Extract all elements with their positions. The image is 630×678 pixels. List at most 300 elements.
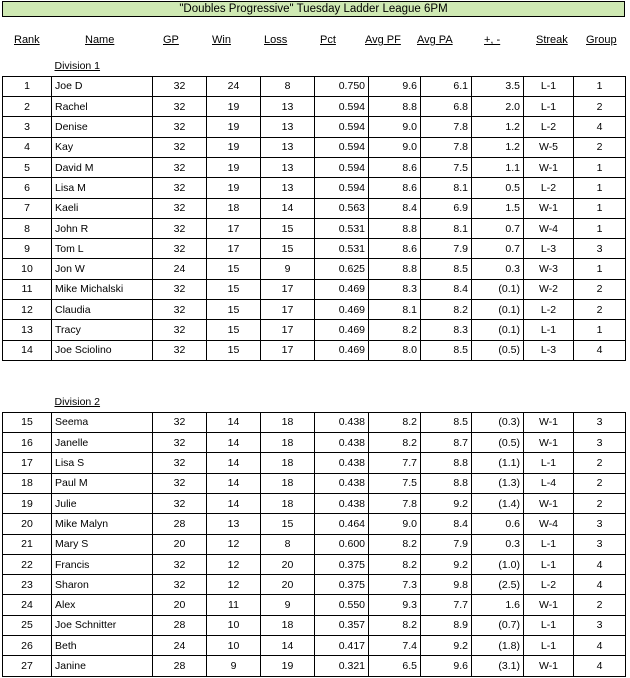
group-cell: 3 [574, 514, 626, 534]
rank-cell: 17 [3, 453, 52, 473]
win-cell: 12 [207, 575, 261, 595]
streak-cell: L-2 [524, 178, 574, 198]
avg-pa-cell: 7.9 [421, 534, 472, 554]
win-cell: 15 [207, 259, 261, 279]
avg-pf-cell: 6.5 [369, 656, 421, 676]
win-cell: 18 [207, 198, 261, 218]
table-row [3, 636, 626, 656]
table-row [3, 615, 626, 635]
avg-pa-cell: 8.5 [421, 340, 472, 360]
avg-pf-cell: 7.5 [369, 473, 421, 493]
win-cell: 24 [207, 76, 261, 96]
table-row [3, 320, 626, 340]
gp-cell: 28 [153, 656, 207, 676]
avg-pa-cell: 7.5 [421, 157, 472, 177]
pct-cell: 0.531 [315, 218, 369, 238]
name-cell: Denise [52, 117, 153, 137]
name-cell: Rachel [52, 97, 153, 117]
pct-cell: 0.550 [315, 595, 369, 615]
avg-pf-cell: 8.4 [369, 198, 421, 218]
rank-cell: 5 [3, 157, 52, 177]
loss-cell: 14 [261, 636, 315, 656]
avg-pf-cell: 8.8 [369, 259, 421, 279]
streak-cell: L-1 [524, 534, 574, 554]
avg-pa-cell: 8.5 [421, 412, 472, 432]
avg-pa-cell: 8.3 [421, 320, 472, 340]
streak-cell: W-1 [524, 493, 574, 513]
win-cell: 9 [207, 656, 261, 676]
plus-minus-cell: (1.3) [472, 473, 524, 493]
avg-pf-cell: 8.2 [369, 412, 421, 432]
avg-pa-cell: 6.1 [421, 76, 472, 96]
plus-minus-cell: 1.5 [472, 198, 524, 218]
win-cell: 14 [207, 473, 261, 493]
win-cell: 10 [207, 636, 261, 656]
name-cell: Joe Sciolino [52, 340, 153, 360]
group-cell: 2 [574, 300, 626, 320]
loss-cell: 19 [261, 656, 315, 676]
plus-minus-cell: (1.1) [472, 453, 524, 473]
rank-cell: 10 [3, 259, 52, 279]
avg-pf-cell: 8.2 [369, 534, 421, 554]
avg-pa-cell: 7.8 [421, 137, 472, 157]
avg-pa-cell: 8.4 [421, 514, 472, 534]
avg-pa-cell: 7.7 [421, 595, 472, 615]
table-row [3, 493, 626, 513]
avg-pf-cell: 8.6 [369, 178, 421, 198]
name-cell: Mike Michalski [52, 279, 153, 299]
win-cell: 19 [207, 178, 261, 198]
rank-cell: 12 [3, 300, 52, 320]
avg-pf-cell: 8.2 [369, 320, 421, 340]
name-cell: Janine [52, 656, 153, 676]
header-pct: Pct [320, 34, 336, 46]
streak-cell: W-1 [524, 412, 574, 432]
pct-cell: 0.438 [315, 473, 369, 493]
group-cell: 1 [574, 198, 626, 218]
name-cell: John R [52, 218, 153, 238]
header-rank: Rank [14, 34, 40, 46]
gp-cell: 32 [153, 97, 207, 117]
plus-minus-cell: 1.2 [472, 117, 524, 137]
gp-cell: 32 [153, 198, 207, 218]
group-cell: 1 [574, 157, 626, 177]
plus-minus-cell: 0.6 [472, 514, 524, 534]
group-cell: 2 [574, 137, 626, 157]
streak-cell: L-3 [524, 239, 574, 259]
name-cell: Joe D [52, 76, 153, 96]
loss-cell: 17 [261, 279, 315, 299]
streak-cell: W-1 [524, 595, 574, 615]
header-loss: Loss [264, 34, 288, 46]
group-cell: 4 [574, 340, 626, 360]
group-cell: 3 [574, 433, 626, 453]
pct-cell: 0.464 [315, 514, 369, 534]
loss-cell: 13 [261, 117, 315, 137]
streak-cell: W-4 [524, 514, 574, 534]
pct-cell: 0.438 [315, 453, 369, 473]
win-cell: 15 [207, 340, 261, 360]
table-row [3, 137, 626, 157]
name-cell: Beth [52, 636, 153, 656]
pct-cell: 0.438 [315, 412, 369, 432]
pct-cell: 0.375 [315, 575, 369, 595]
loss-cell: 17 [261, 300, 315, 320]
win-cell: 19 [207, 137, 261, 157]
name-cell: Alex [52, 595, 153, 615]
win-cell: 10 [207, 615, 261, 635]
pct-cell: 0.438 [315, 433, 369, 453]
division-label: Division 1 [3, 56, 626, 76]
avg-pf-cell: 9.3 [369, 595, 421, 615]
avg-pa-cell: 8.2 [421, 300, 472, 320]
pct-cell: 0.531 [315, 239, 369, 259]
avg-pf-cell: 8.8 [369, 97, 421, 117]
loss-cell: 13 [261, 137, 315, 157]
division-2-table [2, 392, 626, 677]
pct-cell: 0.594 [315, 117, 369, 137]
group-cell: 1 [574, 218, 626, 238]
name-cell: Lisa S [52, 453, 153, 473]
name-cell: Lisa M [52, 178, 153, 198]
table-row [3, 279, 626, 299]
plus-minus-cell: (0.1) [472, 279, 524, 299]
name-cell: Francis [52, 554, 153, 574]
streak-cell: W-5 [524, 137, 574, 157]
table-row [3, 473, 626, 493]
avg-pf-cell: 8.0 [369, 340, 421, 360]
streak-cell: L-1 [524, 97, 574, 117]
streak-cell: L-1 [524, 76, 574, 96]
plus-minus-cell: 1.6 [472, 595, 524, 615]
loss-cell: 8 [261, 534, 315, 554]
avg-pa-cell: 9.6 [421, 656, 472, 676]
table-row [3, 554, 626, 574]
table-row [3, 76, 626, 96]
table-row [3, 178, 626, 198]
division-heading-row [3, 56, 626, 76]
division-heading-row [3, 392, 626, 412]
table-row [3, 412, 626, 432]
pct-cell: 0.357 [315, 615, 369, 635]
avg-pa-cell: 8.8 [421, 473, 472, 493]
loss-cell: 15 [261, 239, 315, 259]
avg-pa-cell: 8.5 [421, 259, 472, 279]
gp-cell: 20 [153, 534, 207, 554]
avg-pa-cell: 8.9 [421, 615, 472, 635]
streak-cell: W-2 [524, 279, 574, 299]
rank-cell: 25 [3, 615, 52, 635]
pct-cell: 0.375 [315, 554, 369, 574]
plus-minus-cell: (1.8) [472, 636, 524, 656]
plus-minus-cell: 3.5 [472, 76, 524, 96]
avg-pf-cell: 8.3 [369, 279, 421, 299]
rank-cell: 20 [3, 514, 52, 534]
pct-cell: 0.438 [315, 493, 369, 513]
group-cell: 4 [574, 554, 626, 574]
streak-cell: L-1 [524, 636, 574, 656]
rank-cell: 1 [3, 76, 52, 96]
streak-cell: L-2 [524, 117, 574, 137]
loss-cell: 15 [261, 514, 315, 534]
gp-cell: 32 [153, 76, 207, 96]
group-cell: 4 [574, 636, 626, 656]
streak-cell: L-1 [524, 615, 574, 635]
avg-pa-cell: 6.8 [421, 97, 472, 117]
streak-cell: L-4 [524, 473, 574, 493]
table-row [3, 239, 626, 259]
rank-cell: 19 [3, 493, 52, 513]
pct-cell: 0.469 [315, 300, 369, 320]
streak-cell: L-3 [524, 340, 574, 360]
header-streak: Streak [536, 34, 568, 46]
table-row [3, 300, 626, 320]
avg-pf-cell: 8.1 [369, 300, 421, 320]
win-cell: 13 [207, 514, 261, 534]
win-cell: 17 [207, 218, 261, 238]
streak-cell: W-1 [524, 656, 574, 676]
plus-minus-cell: (1.0) [472, 554, 524, 574]
name-cell: Joe Schnitter [52, 615, 153, 635]
table-row [3, 198, 626, 218]
group-cell: 1 [574, 320, 626, 340]
win-cell: 19 [207, 157, 261, 177]
avg-pf-cell: 9.0 [369, 137, 421, 157]
avg-pa-cell: 7.9 [421, 239, 472, 259]
gp-cell: 32 [153, 575, 207, 595]
group-cell: 1 [574, 178, 626, 198]
avg-pf-cell: 7.7 [369, 453, 421, 473]
plus-minus-cell: 1.2 [472, 137, 524, 157]
rank-cell: 3 [3, 117, 52, 137]
column-headers [0, 34, 630, 50]
loss-cell: 18 [261, 473, 315, 493]
gp-cell: 32 [153, 453, 207, 473]
plus-minus-cell: 0.7 [472, 218, 524, 238]
group-cell: 2 [574, 493, 626, 513]
win-cell: 15 [207, 279, 261, 299]
avg-pa-cell: 9.8 [421, 575, 472, 595]
gp-cell: 20 [153, 595, 207, 615]
plus-minus-cell: (0.7) [472, 615, 524, 635]
table-row [3, 97, 626, 117]
rank-cell: 2 [3, 97, 52, 117]
plus-minus-cell: (3.1) [472, 656, 524, 676]
group-cell: 4 [574, 656, 626, 676]
pct-cell: 0.417 [315, 636, 369, 656]
rank-cell: 11 [3, 279, 52, 299]
group-cell: 1 [574, 259, 626, 279]
streak-cell: L-1 [524, 320, 574, 340]
rank-cell: 7 [3, 198, 52, 218]
rank-cell: 27 [3, 656, 52, 676]
plus-minus-cell: 1.1 [472, 157, 524, 177]
plus-minus-cell: 0.3 [472, 534, 524, 554]
group-cell: 4 [574, 117, 626, 137]
rank-cell: 9 [3, 239, 52, 259]
division-1-table [2, 56, 626, 361]
avg-pa-cell: 9.2 [421, 554, 472, 574]
loss-cell: 9 [261, 595, 315, 615]
win-cell: 14 [207, 433, 261, 453]
name-cell: Tom L [52, 239, 153, 259]
win-cell: 14 [207, 453, 261, 473]
name-cell: Mike Malyn [52, 514, 153, 534]
rank-cell: 8 [3, 218, 52, 238]
win-cell: 12 [207, 534, 261, 554]
loss-cell: 17 [261, 340, 315, 360]
header-plus-minus: +, - [484, 34, 501, 46]
group-cell: 2 [574, 595, 626, 615]
group-cell: 3 [574, 239, 626, 259]
gp-cell: 24 [153, 636, 207, 656]
table-row [3, 453, 626, 473]
loss-cell: 8 [261, 76, 315, 96]
avg-pa-cell: 8.7 [421, 433, 472, 453]
gp-cell: 32 [153, 218, 207, 238]
rank-cell: 15 [3, 412, 52, 432]
header-gp: GP [163, 34, 179, 46]
table-row [3, 575, 626, 595]
name-cell: Janelle [52, 433, 153, 453]
gp-cell: 32 [153, 137, 207, 157]
avg-pf-cell: 9.0 [369, 117, 421, 137]
avg-pf-cell: 8.2 [369, 615, 421, 635]
win-cell: 12 [207, 554, 261, 574]
win-cell: 14 [207, 412, 261, 432]
rank-cell: 6 [3, 178, 52, 198]
loss-cell: 18 [261, 615, 315, 635]
streak-cell: W-4 [524, 218, 574, 238]
table-row [3, 656, 626, 676]
avg-pf-cell: 7.4 [369, 636, 421, 656]
plus-minus-cell: (0.3) [472, 412, 524, 432]
avg-pa-cell: 8.4 [421, 279, 472, 299]
streak-cell: L-1 [524, 554, 574, 574]
pct-cell: 0.469 [315, 320, 369, 340]
win-cell: 11 [207, 595, 261, 615]
avg-pf-cell: 7.3 [369, 575, 421, 595]
loss-cell: 13 [261, 157, 315, 177]
loss-cell: 13 [261, 97, 315, 117]
group-cell: 2 [574, 453, 626, 473]
gp-cell: 32 [153, 279, 207, 299]
group-cell: 1 [574, 76, 626, 96]
group-cell: 2 [574, 97, 626, 117]
loss-cell: 15 [261, 218, 315, 238]
gp-cell: 32 [153, 340, 207, 360]
table-row [3, 433, 626, 453]
plus-minus-cell: 0.5 [472, 178, 524, 198]
group-cell: 3 [574, 615, 626, 635]
avg-pf-cell: 8.2 [369, 554, 421, 574]
table-row [3, 534, 626, 554]
gp-cell: 32 [153, 320, 207, 340]
streak-cell: W-1 [524, 157, 574, 177]
pct-cell: 0.563 [315, 198, 369, 218]
name-cell: Seema [52, 412, 153, 432]
rank-cell: 14 [3, 340, 52, 360]
name-cell: Mary S [52, 534, 153, 554]
header-name: Name [85, 34, 115, 46]
avg-pa-cell: 9.2 [421, 636, 472, 656]
streak-cell: W-3 [524, 259, 574, 279]
plus-minus-cell: (0.5) [472, 433, 524, 453]
streak-cell: L-1 [524, 453, 574, 473]
table-row [3, 218, 626, 238]
rank-cell: 16 [3, 433, 52, 453]
table-row [3, 157, 626, 177]
gp-cell: 32 [153, 300, 207, 320]
gp-cell: 32 [153, 117, 207, 137]
avg-pa-cell: 8.8 [421, 453, 472, 473]
win-cell: 14 [207, 493, 261, 513]
table-row [3, 259, 626, 279]
group-cell: 3 [574, 412, 626, 432]
rank-cell: 23 [3, 575, 52, 595]
pct-cell: 0.594 [315, 97, 369, 117]
gp-cell: 32 [153, 157, 207, 177]
gp-cell: 28 [153, 514, 207, 534]
plus-minus-cell: (0.1) [472, 300, 524, 320]
plus-minus-cell: (0.5) [472, 340, 524, 360]
name-cell: Kaeli [52, 198, 153, 218]
gp-cell: 24 [153, 259, 207, 279]
header-win: Win [212, 34, 231, 46]
win-cell: 17 [207, 239, 261, 259]
name-cell: Sharon [52, 575, 153, 595]
rank-cell: 4 [3, 137, 52, 157]
table-row [3, 340, 626, 360]
pct-cell: 0.750 [315, 76, 369, 96]
pct-cell: 0.469 [315, 279, 369, 299]
name-cell: Kay [52, 137, 153, 157]
group-cell: 2 [574, 473, 626, 493]
table-row [3, 117, 626, 137]
pct-cell: 0.321 [315, 656, 369, 676]
group-cell: 3 [574, 534, 626, 554]
table-row [3, 514, 626, 534]
loss-cell: 18 [261, 433, 315, 453]
name-cell: Jon W [52, 259, 153, 279]
gp-cell: 32 [153, 412, 207, 432]
win-cell: 19 [207, 117, 261, 137]
rank-cell: 22 [3, 554, 52, 574]
plus-minus-cell: 0.3 [472, 259, 524, 279]
pct-cell: 0.625 [315, 259, 369, 279]
win-cell: 15 [207, 320, 261, 340]
streak-cell: L-2 [524, 300, 574, 320]
header-avg-pa: Avg PA [417, 34, 453, 46]
rank-cell: 18 [3, 473, 52, 493]
plus-minus-cell: (1.4) [472, 493, 524, 513]
avg-pf-cell: 7.8 [369, 493, 421, 513]
avg-pa-cell: 6.9 [421, 198, 472, 218]
pct-cell: 0.594 [315, 137, 369, 157]
loss-cell: 14 [261, 198, 315, 218]
loss-cell: 13 [261, 178, 315, 198]
gp-cell: 32 [153, 473, 207, 493]
avg-pf-cell: 8.6 [369, 157, 421, 177]
gp-cell: 32 [153, 554, 207, 574]
gp-cell: 32 [153, 178, 207, 198]
plus-minus-cell: (2.5) [472, 575, 524, 595]
rank-cell: 26 [3, 636, 52, 656]
avg-pf-cell: 9.6 [369, 76, 421, 96]
rank-cell: 24 [3, 595, 52, 615]
avg-pf-cell: 8.8 [369, 218, 421, 238]
avg-pf-cell: 8.2 [369, 433, 421, 453]
